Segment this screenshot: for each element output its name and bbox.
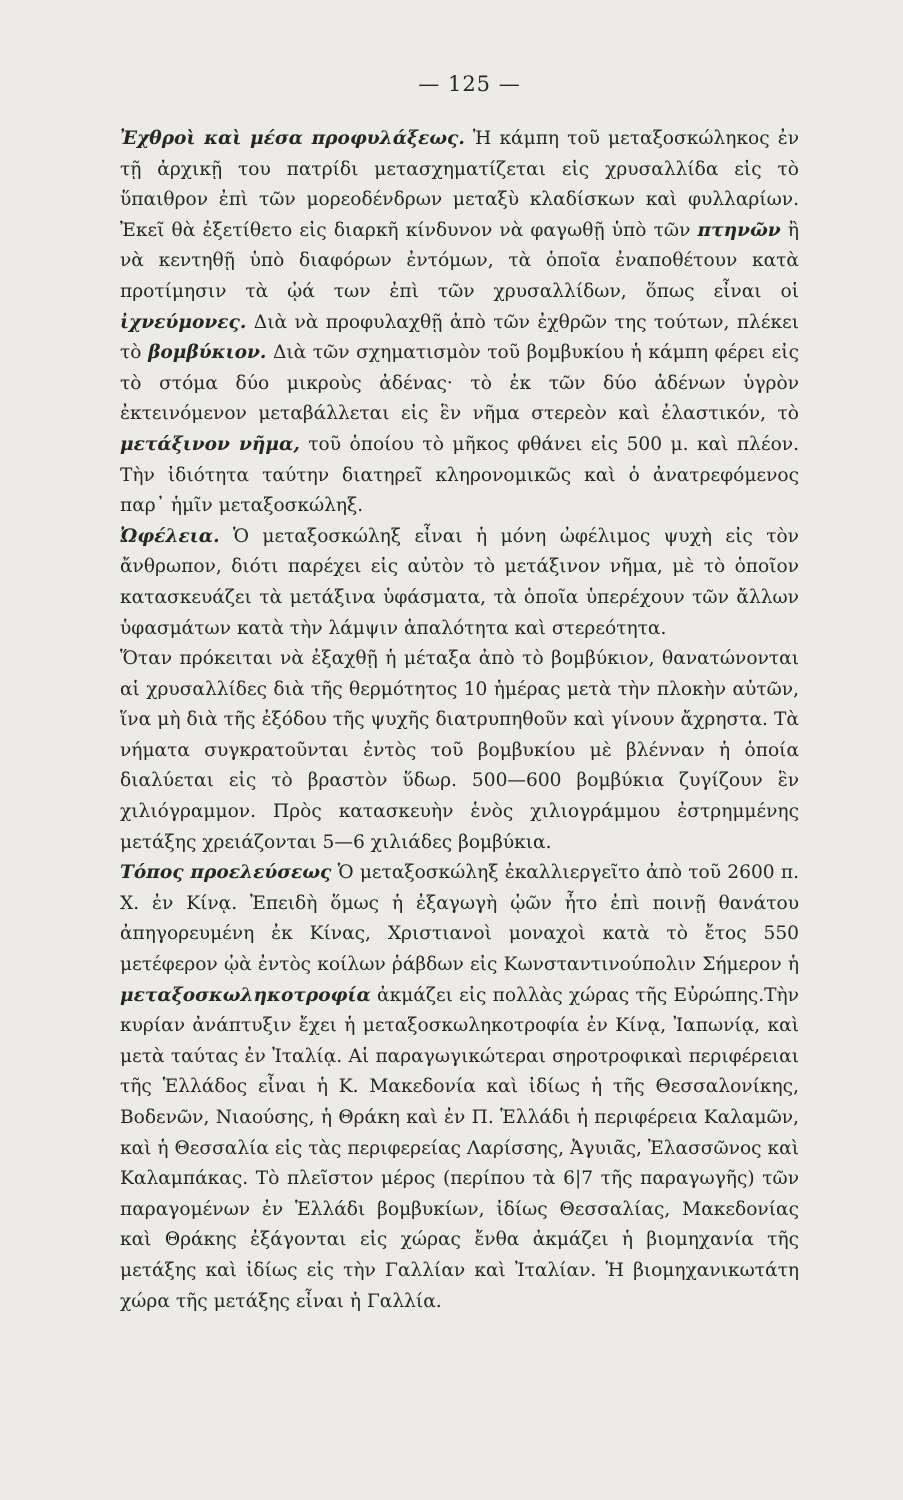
paragraph-origin <box>120 858 799 1317</box>
term-silk-thread: μετάξινον νῆμα, <box>120 433 300 455</box>
section-heading-origin: Τόπος προελεύσεως <box>120 862 332 884</box>
text-run: Ὅταν πρόκειται νὰ ἐξαχθῇ ἡ μέταξα ἀπὸ τὸ βομβύκιον, θανατώνονται αἱ χρυσαλλίδες διὰ τῆς θερμότητος 10 ἡμέρας μετὰ τὴν πλοκὴν αὐτῶν, ἵνα μὴ διὰ τῆς ἐξόδου τῆς ψυχῆς διατρυπηθοῦν καὶ γίνουν ἄχρηστα. Τὰ νήματα συγκρατοῦνται ἐντὸς τοῦ βομβυκίου μὲ βλένναν ἡ ὁποία διαλύεται εἰς τὸ βραστὸν ὕδωρ. 500—600 βομβύκια ζυγίζουν ἓν χιλιόγραμμον. Πρὸς κατασκευὴν ἑνὸς χιλιογράμμου ἐστρημμένης μετάξης χρειάζονται 5—6 χιλιάδες βομβύκια. <box>120 648 799 853</box>
paragraph-enemies <box>120 124 799 522</box>
paragraph-benefit <box>120 522 799 644</box>
term-cocoon: βομβύκιον. <box>148 342 267 364</box>
text-run: Ἡ κάμπη τοῦ μεταξοσκώληκος ἐν τῇ ἀρχικῇ του πατρίδι μετασχηματίζεται εἰς χρυσαλλίδα εἰς τὸ ὕπαιθρον ἐπὶ τῶν μορεοδένδρων μεταξὺ κλαδίσκων καὶ φυλλαρίων. Ἐκεῖ θὰ ἐξετίθετο εἰς διαρκῆ κίνδυνον νὰ φαγωθῇ ὑπὸ τῶν <box>120 128 799 241</box>
term-sericulture: μεταξοσκωληκοτροφία <box>120 984 371 1006</box>
text-run: Ὁ μεταξοσκώληξ ἐκαλλιεργεῖτο ἀπὸ τοῦ 2600 π. Χ. ἐν Κίνᾳ. Ἐπειδὴ ὅμως ἡ ἐξαγωγὴ ᾠῶν ἦτο ἐπὶ ποινῇ θανάτου ἀπηγορευμένη ἐκ Κίνας, Χριστιανοὶ μοναχοὶ κατὰ τὸ ἔτος 550 μετέφερον ᾠὰ ἐντὸς κοίλων ῥάβδων εἰς Κωνσταντινούπολιν Σήμερον ἡ <box>120 862 799 976</box>
paragraph-extraction <box>120 644 799 858</box>
page-number: — 125 — <box>418 72 521 96</box>
section-heading-benefit: Ὠφέλεια. <box>120 525 220 547</box>
text-run: ἀκμάζει εἰς πολλὰς χώρας τῆς Εὐρώπης.Τὴν κυρίαν ἀνάπτυξιν ἔχει ἡ μεταξοσκωληκοτροφία ἐν Κίνᾳ, Ἰαπωνίᾳ, καὶ μετὰ ταύτας ἐν Ἰταλίᾳ. Αἱ παραγωγικώτεραι σηροτροφικαὶ περιφέρειαι τῆς Ἑλλάδος εἶναι ἡ Κ. Μακεδονία καὶ ἰδίως ἡ τῆς Θεσσαλονίκης, Βοδενῶν, Νιαούσης, ἡ Θράκη καὶ ἐν Π. Ἑλλάδι ἡ περιφέρεια Καλαμῶν, καὶ ἡ Θεσσαλία εἰς τὰς περιφερείας Λαρίσσης, Ἀγυιᾶς, Ἐλασσῶνος καὶ Καλαμπάκας. Τὸ πλεῖστον μέρος (περίπου τὰ 6|7 τῆς παραγωγῆς) τῶν παραγομένων ἐν Ἑλλάδι βομβυκίων, ἰδίως Θεσσαλίας, Μακεδονίας καὶ Θράκης ἐξάγονται εἰς χώρας ἔνθα ἀκμάζει ἡ βιομηχανία τῆς μετάξης καὶ ἰδίως εἰς τὴν Γαλλίαν καὶ Ἰταλίαν. Ἡ βιομηχανικωτάτη χώρα τῆς μετάξης εἶναι ἡ Γαλλία. <box>120 984 799 1312</box>
text-run: ἢ νὰ κεντηθῇ ὑπὸ διαφόρων ἐντόμων, τὰ ὁποῖα ἐναποθέτουν κατὰ προτίμησιν τὰ ᾠά των ἐπὶ τῶν χρυσαλλίδων, ὅπως εἶναι οἱ <box>120 219 799 302</box>
text-run: Ὁ μεταξοσκώληξ εἶναι ἡ μόνη ὠφέλιμος ψυχὴ εἰς τὸν ἄνθρωπον, διότι παρέχει εἰς αὐτὸν τὸ μετάξινον νῆμα, μὲ τὸ ὁποῖον κατασκευάζει τὰ μετάξινα ὑφάσματα, τὰ ὁποῖα ὑπερέχουν τῶν ἄλλων ὑφασμάτων κατὰ τὴν λάμψιν ἁπαλότητα καὶ στερεότητα. <box>120 525 799 639</box>
term-birds: πτηνῶν <box>697 219 781 241</box>
text-run: Διὰ τῶν σχηματισμὸν τοῦ βομβυκίου ἡ κάμπη φέρει εἰς τὸ στόμα δύο μικροὺς ἀδένας· τὸ ἐκ τῶν δύο ἀδένων ὑγρὸν ἐκτεινόμενον μεταβάλλεται εἰς ἓν νῆμα στερεὸν καὶ ἐλαστικόν, τὸ <box>120 342 799 425</box>
body-text <box>120 124 799 1317</box>
text-run: τοῦ ὁποίου τὸ μῆκος φθάνει εἰς 500 μ. καὶ πλέον. Τὴν ἰδιότητα ταύτην διατηρεῖ κληρονομικῶς καὶ ὁ ἀνατρεφόμενος παρ᾽ ἡμῖν μεταξοσκώληξ. <box>120 433 799 517</box>
section-heading-enemies: Ἐχθροὶ καὶ μέσα προφυλάξεως. <box>120 128 465 149</box>
term-ichneumons: ἰχνεύμονες. <box>120 311 247 333</box>
text-run: Διὰ νὰ προφυλαχθῇ ἀπὸ τῶν ἐχθρῶν της τούτων, πλέκει τὸ <box>120 311 799 364</box>
